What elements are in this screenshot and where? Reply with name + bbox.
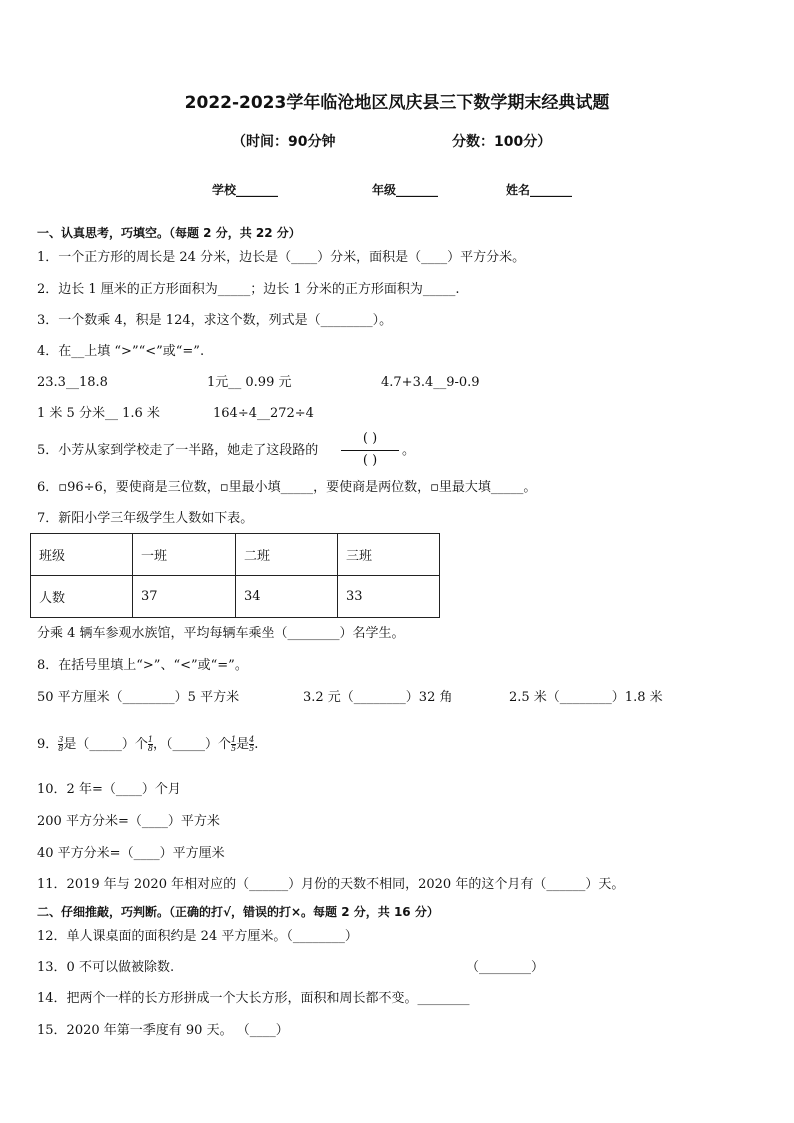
question-10-item-b: 200 平方分米=（____）平方米 — [37, 814, 220, 829]
question-8-item-c: 2.5 米（________）1.8 米 — [509, 690, 663, 705]
question-10-item-c: 40 平方分米=（____）平方厘米 — [37, 846, 225, 861]
question-2: 2．边长 1 厘米的正方形面积为_____；边长 1 分米的正方形面积为_____. — [37, 282, 460, 297]
question-11: 11．2019 年与 2020 年相对应的（______）月份的天数不相同，2020 年的这个月有（______）天。 — [37, 877, 625, 892]
question-9-end: . — [254, 737, 259, 752]
question-8-stem: 8．在括号里填上“>”、“<”或“=”。 — [37, 658, 248, 673]
table-cell: 人数 — [31, 576, 133, 618]
question-8-item-b: 3.2 元（________）32 角 — [303, 690, 453, 705]
name-field: 姓名_______ — [506, 183, 573, 197]
question-13-blank: （________） — [466, 960, 545, 975]
question-12: 12．单人课桌面的面积约是 24 平方厘米。（________） — [37, 929, 358, 944]
question-9-prefix: 9． — [37, 737, 59, 752]
table-cell: 一班 — [133, 534, 236, 576]
table-cell: 34 — [236, 576, 338, 618]
grade-field: 年级_______ — [372, 183, 439, 197]
question-8-item-a: 50 平方厘米（________）5 平方米 — [37, 690, 240, 705]
table-cell: 班级 — [31, 534, 133, 576]
question-13: 13．0 不可以做被除数. — [37, 960, 175, 975]
exam-time: （时间：90分钟 — [232, 134, 336, 150]
question-10-item-a: 10．2 年=（____）个月 — [37, 782, 181, 797]
table-cell: 二班 — [236, 534, 338, 576]
question-3: 3．一个数乘 4，积是 124，求这个数，列式是（________）。 — [37, 313, 393, 328]
question-5-denominator: ( ) — [362, 453, 378, 468]
question-7-after: 分乘 4 辆车参观水族馆，平均每辆车乘坐（________）名学生。 — [37, 626, 405, 641]
question-9 — [37, 736, 258, 754]
table-row — [31, 576, 440, 618]
table-cell: 33 — [338, 576, 440, 618]
question-7-stem: 7．新阳小学三年级学生人数如下表。 — [37, 511, 254, 526]
table-row — [31, 534, 440, 576]
section-1-heading: 一、认真思考，巧填空。（每题 2 分，共 22 分） — [37, 226, 301, 240]
question-9-part-3: 是 — [236, 737, 250, 752]
question-1: 1．一个正方形的周长是 24 分米，边长是（____）分米，面积是（____）平方分米。 — [37, 250, 526, 265]
question-5-numerator: ( ) — [362, 431, 378, 446]
fraction-1-8: $\frac{1}{8}$ — [147, 735, 153, 753]
question-5-tail: 。 — [402, 443, 416, 458]
exam-title: 2022-2023学年临沧地区凤庆县三下数学期末经典试题 — [184, 93, 610, 113]
question-9-part-1: 是（_____）个 — [63, 737, 148, 752]
table-cell: 37 — [133, 576, 236, 618]
question-4-item-a: 23.3__18.8 — [37, 375, 108, 390]
fraction-1-5: $\frac{1}{5}$ — [231, 735, 237, 753]
question-5-fraction-bar — [341, 450, 399, 451]
question-9-part-2: ，（_____）个 — [152, 737, 231, 752]
table-cell: 三班 — [338, 534, 440, 576]
question-6: 6．▫96÷6，要使商是三位数，▫里最小填_____，要使商是两位数，▫里最大填_____。 — [37, 480, 537, 495]
fraction-4-5: $\frac{4}{5}$ — [249, 735, 255, 753]
class-size-table — [30, 533, 440, 618]
fraction-3-8: $\frac{3}{8}$ — [58, 735, 64, 753]
question-4-item-e: 164÷4__272÷4 — [213, 406, 314, 421]
school-field: 学校_______ — [212, 183, 279, 197]
question-15: 15．2020 年第一季度有 90 天。 （____） — [37, 1023, 289, 1038]
question-14: 14．把两个一样的长方形拼成一个大长方形，面积和周长都不变。________ — [37, 991, 470, 1006]
question-4-item-b: 1元__ 0.99 元 — [207, 375, 292, 390]
question-5-text: 5．小芳从家到学校走了一半路，她走了这段路的 — [37, 443, 319, 458]
question-4-item-d: 1 米 5 分米__ 1.6 米 — [37, 406, 160, 421]
exam-score: 分数：100分） — [452, 134, 552, 150]
question-4-item-c: 4.7+3.4__9-0.9 — [381, 375, 480, 390]
section-2-heading: 二、仔细推敲，巧判断。（正确的打√，错误的打×。每题 2 分，共 16 分） — [37, 905, 439, 919]
question-4-stem: 4．在__上填 “>”“<”或“=”. — [37, 344, 205, 359]
